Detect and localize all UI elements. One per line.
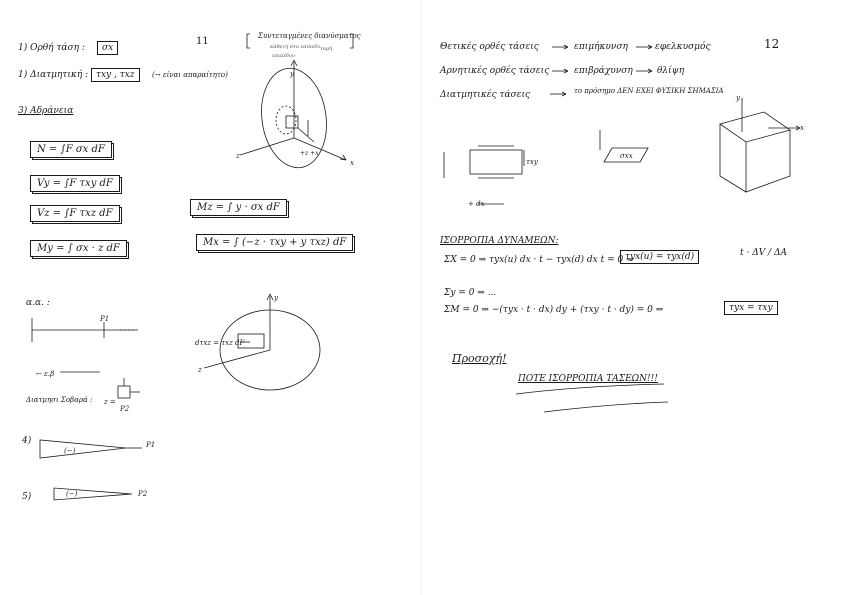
formula-Mx: Mx = ∫ (−z · τxy + y τxz) dF [196, 234, 353, 251]
parallelogram-sketch [600, 130, 648, 162]
line-2-label: 1) Διατμητική : [18, 70, 89, 80]
page-number-right: 12 [764, 37, 780, 51]
svg-text:y: y [290, 70, 294, 78]
warning-label: Προσοχή! [452, 352, 507, 365]
label-4: 4) [22, 436, 32, 446]
header-bracket-left [247, 34, 250, 48]
label-5: 5) [22, 492, 32, 502]
label-p2-right: P2 [138, 490, 148, 498]
row-2-mid: επιβράχυνση [574, 66, 633, 76]
svg-text:y: y [274, 294, 278, 302]
row-2-right: θλίψη [657, 66, 685, 76]
label-alpha: α.α. : [26, 298, 50, 308]
line-1-label: 1) Ορθή τάση : [18, 43, 85, 53]
sign-minus-5: (−) [66, 490, 78, 498]
warning-underline [516, 384, 664, 394]
cross-section-sketch [197, 294, 320, 390]
equilibrium-heading: ΙΣΟΡΡΟΠΙΑ ΔΥΝΑΜΕΩΝ: [440, 236, 559, 246]
page-number-left: 11 [196, 36, 209, 47]
warning-underline-2 [544, 402, 668, 412]
cube-3d-sketch [720, 98, 800, 192]
svg-text:z: z [198, 366, 202, 374]
left-header-subnote-3: επιπέδου [272, 53, 295, 59]
label-diatmisi: Διατμησι Σοβαρά : [26, 396, 93, 404]
left-header-subnote-2: τομή [320, 46, 333, 52]
small-element-sketch [118, 378, 140, 398]
equilibrium-eq1: ΣX = 0 ⇒ τyx(u) dx · t − τyx(d) dx t = 0 ⇒ [444, 255, 634, 265]
line-2-value: τxy , τxz [91, 68, 140, 82]
header-bracket-right [350, 34, 353, 48]
warning-text: ΠΟΤΕ ΙΣΟΡΡΟΠΙΑ ΤΑΣΕΩΝ!!! [518, 374, 658, 384]
svg-text:x: x [350, 159, 354, 167]
row-1-right: εφελκυσμός [655, 42, 711, 52]
label-p1-right: P1 [146, 441, 156, 449]
equilibrium-eq3-box: τyx = τxy [724, 301, 778, 315]
left-header-subnote-1: κάθετη στο επίπεδο [270, 44, 321, 50]
line-3-label: 3) Αδράνεια [18, 106, 74, 116]
triangle-load-4 [40, 440, 142, 458]
body-3d-sketch [235, 60, 354, 172]
formula-My: My = ∫ σx · z dF [30, 240, 127, 257]
left-header-note: Συντεταγμένες διανύσματος [258, 32, 361, 40]
equilibrium-eq1-side: t · ΔV / ΔA [740, 248, 787, 258]
sketch-tau-label: τxy [526, 158, 538, 166]
sign-minus-4: (−) [64, 447, 76, 455]
svg-text:z: z [236, 152, 240, 160]
sketch-sigma-label: σxx [620, 152, 633, 160]
equilibrium-eq3: ΣM = 0 ⇒ −(τyx · t · dx) dy + (τxy · t · dy) = 0 ⇒ [444, 305, 664, 315]
label-z-eq: z = [104, 398, 116, 406]
svg-text:+z +x: +z +x [300, 150, 319, 157]
formula-Mz: Mz = ∫ y · σx dF [190, 199, 287, 216]
formula-N: N = ∫F σx dF [30, 141, 112, 158]
arrows-rows [550, 45, 652, 96]
sketch-y-label: y [736, 94, 740, 102]
beam-axis-sketch [32, 318, 140, 372]
row-2-left: Αρνητικές ορθές τάσεις [440, 66, 550, 76]
label-P1-top: P1 [100, 315, 110, 323]
sketch-x-label: x [800, 124, 804, 132]
row-3-left: Διατμητικές τάσεις [440, 90, 531, 100]
equilibrium-eq1-box: τyx(u) = τyx(d) [620, 250, 699, 264]
formula-Vz: Vz = ∫F τxz dF [30, 205, 120, 222]
equilibrium-eq2: Σy = 0 ⇒ ... [444, 288, 497, 298]
formula-Vy: Vy = ∫F τxy dF [30, 175, 120, 192]
sketch-dx-label: + dx [468, 200, 485, 208]
row-1-mid: επιμήκυνση [574, 42, 628, 52]
row-1-left: Θετικές ορθές τάσεις [440, 42, 539, 52]
row-3-right: το πρόσημο ΔΕΝ ΕΧΕΙ ΦΥΣΙΚΗ ΣΗΜΑΣΙΑ [574, 87, 724, 95]
label-P2-mid: P2 [120, 405, 130, 413]
line-2-note: (→ είναι απαραίτητο) [152, 71, 228, 79]
wedge-load-5 [54, 488, 132, 500]
label-eb: ← ε.β [36, 370, 55, 378]
line-1-value: σx [97, 41, 118, 55]
stress-element-sketch [444, 146, 524, 204]
label-dtau: dτxz = τxz dF [195, 339, 245, 347]
